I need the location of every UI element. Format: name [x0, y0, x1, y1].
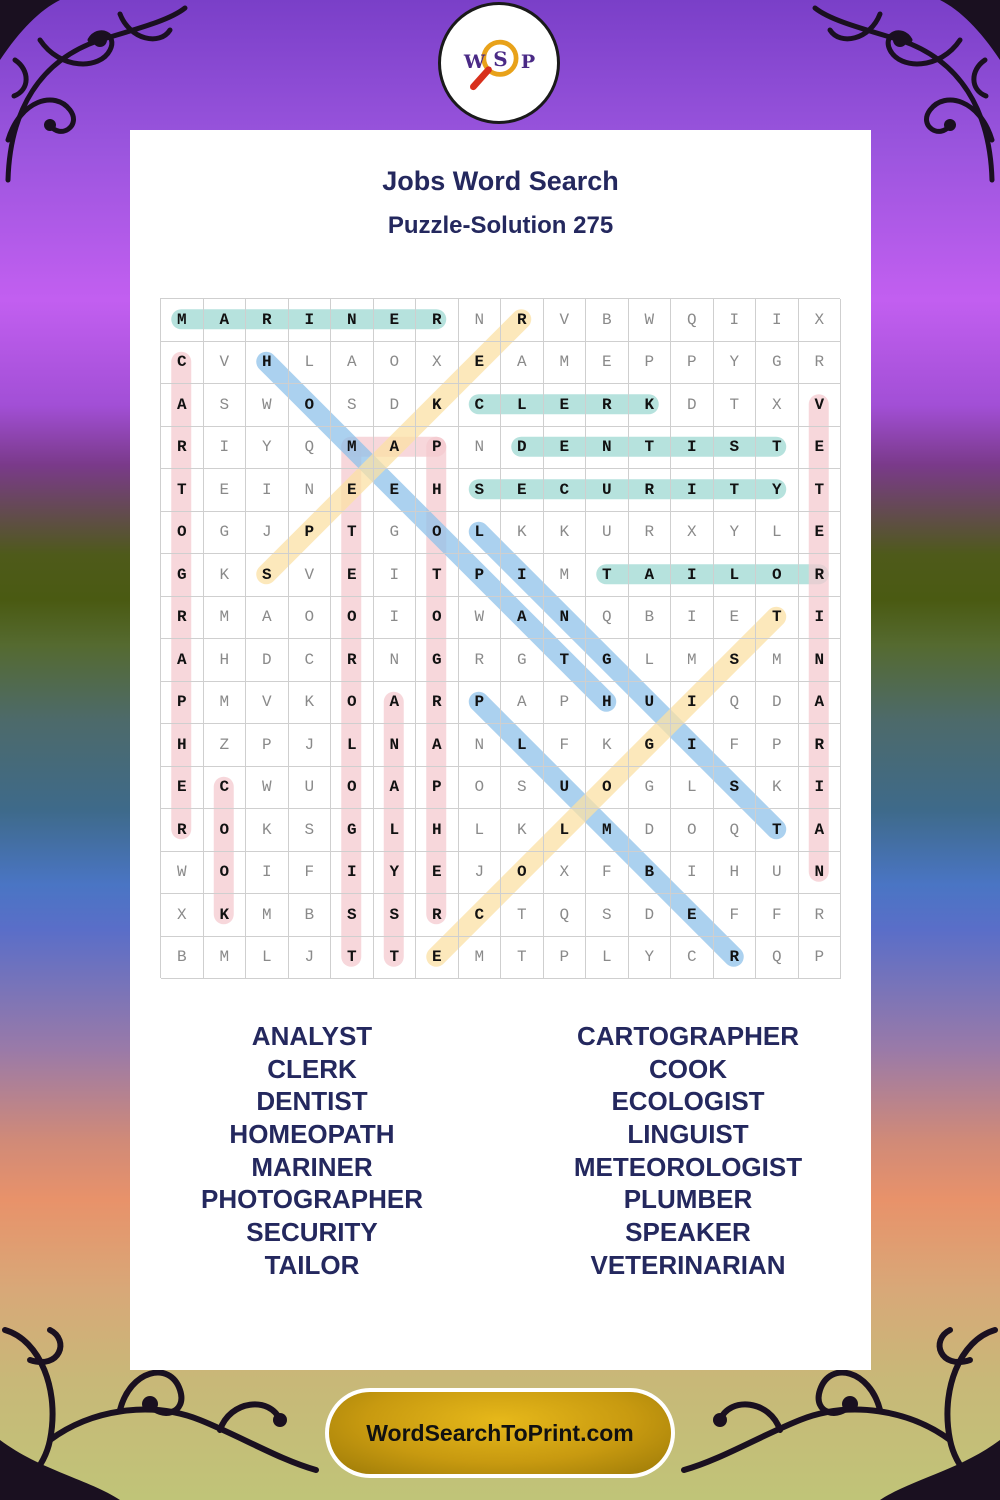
- grid-cell[interactable]: M: [459, 937, 502, 980]
- logo-letter-p: P: [520, 50, 536, 73]
- grid-cell[interactable]: V: [204, 342, 247, 385]
- grid-cell[interactable]: N: [459, 427, 502, 470]
- grid-cell[interactable]: J: [289, 937, 332, 980]
- grid-cell[interactable]: N: [331, 299, 374, 342]
- grid-cell[interactable]: L: [331, 724, 374, 767]
- grid-cell[interactable]: P: [246, 724, 289, 767]
- grid-cell[interactable]: A: [501, 597, 544, 640]
- grid-cell[interactable]: G: [501, 639, 544, 682]
- grid-cell[interactable]: S: [714, 639, 757, 682]
- grid-cell[interactable]: L: [671, 767, 714, 810]
- grid-cell[interactable]: U: [586, 469, 629, 512]
- word-list-item: METEOROLOGIST: [573, 1151, 803, 1182]
- grid-cell[interactable]: R: [799, 554, 842, 597]
- grid-cell[interactable]: P: [416, 767, 459, 810]
- grid-cell[interactable]: T: [416, 554, 459, 597]
- grid-cell[interactable]: R: [799, 894, 842, 937]
- grid-cell[interactable]: A: [501, 342, 544, 385]
- grid-cell[interactable]: R: [629, 512, 672, 555]
- grid-cell[interactable]: I: [501, 554, 544, 597]
- grid-cell[interactable]: R: [416, 894, 459, 937]
- grid-cell[interactable]: Y: [246, 427, 289, 470]
- grid-cell[interactable]: L: [246, 937, 289, 980]
- grid-cell[interactable]: D: [374, 384, 417, 427]
- grid-cell[interactable]: U: [544, 767, 587, 810]
- word-list-right: [538, 1020, 838, 1282]
- grid-cell[interactable]: I: [671, 724, 714, 767]
- grid-cell[interactable]: I: [671, 597, 714, 640]
- grid-cell[interactable]: X: [671, 512, 714, 555]
- grid-cell[interactable]: M: [204, 937, 247, 980]
- word-list-item: CARTOGRAPHER: [577, 1021, 799, 1051]
- grid-cell[interactable]: C: [459, 384, 502, 427]
- grid-cell[interactable]: R: [501, 299, 544, 342]
- puzzle-title: Jobs Word Search: [382, 166, 619, 196]
- grid-cell[interactable]: L: [501, 724, 544, 767]
- grid-cell[interactable]: B: [586, 299, 629, 342]
- puzzle-card: [130, 130, 871, 1370]
- grid-cell[interactable]: A: [161, 639, 204, 682]
- grid-cell[interactable]: U: [756, 852, 799, 895]
- grid-cell[interactable]: O: [289, 597, 332, 640]
- grid-cell[interactable]: B: [161, 937, 204, 980]
- grid-cell[interactable]: E: [459, 342, 502, 385]
- grid-cell[interactable]: L: [544, 809, 587, 852]
- grid-cell[interactable]: P: [416, 427, 459, 470]
- grid-cell[interactable]: A: [501, 682, 544, 725]
- grid-cell[interactable]: T: [331, 937, 374, 980]
- grid-cell[interactable]: M: [204, 597, 247, 640]
- grid-cell[interactable]: L: [714, 554, 757, 597]
- grid-cell[interactable]: M: [756, 639, 799, 682]
- grid-cell[interactable]: Q: [714, 682, 757, 725]
- grid-cell[interactable]: L: [501, 384, 544, 427]
- grid-cell[interactable]: P: [629, 342, 672, 385]
- grid-cell[interactable]: D: [629, 894, 672, 937]
- grid-cell[interactable]: O: [416, 512, 459, 555]
- grid-cell[interactable]: O: [459, 767, 502, 810]
- grid-cell[interactable]: A: [799, 682, 842, 725]
- grid-cell[interactable]: V: [246, 682, 289, 725]
- grid-cell[interactable]: E: [374, 299, 417, 342]
- grid-cell[interactable]: A: [331, 342, 374, 385]
- grid-cell[interactable]: K: [756, 767, 799, 810]
- grid-cell[interactable]: T: [161, 469, 204, 512]
- grid-cell[interactable]: Q: [714, 809, 757, 852]
- grid-cell[interactable]: A: [374, 767, 417, 810]
- grid-cell[interactable]: P: [756, 724, 799, 767]
- grid-cell[interactable]: P: [671, 342, 714, 385]
- grid-cell[interactable]: M: [671, 639, 714, 682]
- grid-cell[interactable]: X: [544, 852, 587, 895]
- word-list-item: ANALYST: [251, 1021, 373, 1051]
- grid-cell[interactable]: G: [161, 554, 204, 597]
- grid-cell[interactable]: G: [331, 809, 374, 852]
- grid-cell[interactable]: M: [586, 809, 629, 852]
- grid-cell[interactable]: I: [799, 767, 842, 810]
- grid-cell[interactable]: P: [799, 937, 842, 980]
- word-list-item: LINGUIST: [627, 1119, 749, 1150]
- grid-cell[interactable]: E: [374, 469, 417, 512]
- grid-cell[interactable]: R: [799, 724, 842, 767]
- grid-cell[interactable]: N: [289, 469, 332, 512]
- grid-cell[interactable]: T: [374, 937, 417, 980]
- grid-cell[interactable]: D: [629, 809, 672, 852]
- grid-cell[interactable]: W: [246, 767, 289, 810]
- grid-cell[interactable]: K: [204, 554, 247, 597]
- grid-cell[interactable]: H: [416, 469, 459, 512]
- grid-cell[interactable]: D: [671, 384, 714, 427]
- grid-cell[interactable]: O: [586, 767, 629, 810]
- grid-cell[interactable]: A: [374, 427, 417, 470]
- grid-cell[interactable]: Y: [714, 512, 757, 555]
- grid-cell[interactable]: E: [161, 767, 204, 810]
- grid-cell[interactable]: R: [416, 682, 459, 725]
- grid-cell[interactable]: T: [501, 937, 544, 980]
- word-list-item: PHOTOGRAPHER: [201, 1184, 423, 1215]
- logo-letter-s: S: [493, 46, 508, 71]
- grid-cell[interactable]: H: [586, 682, 629, 725]
- grid-cell[interactable]: A: [204, 299, 247, 342]
- grid-cell[interactable]: Z: [204, 724, 247, 767]
- grid-cell[interactable]: L: [459, 809, 502, 852]
- word-list-item: SECURITY: [246, 1217, 378, 1248]
- grid-cell[interactable]: K: [289, 682, 332, 725]
- grid-cell[interactable]: P: [459, 554, 502, 597]
- grid-cell[interactable]: M: [204, 682, 247, 725]
- grid-cell[interactable]: H: [714, 852, 757, 895]
- grid-cell[interactable]: W: [459, 597, 502, 640]
- grid-cell[interactable]: B: [629, 597, 672, 640]
- word-list-left: [162, 1020, 462, 1282]
- grid-cell[interactable]: K: [501, 809, 544, 852]
- grid-cell[interactable]: I: [204, 427, 247, 470]
- grid-cell[interactable]: I: [714, 299, 757, 342]
- grid-cell[interactable]: H: [161, 724, 204, 767]
- grid-cell[interactable]: N: [459, 724, 502, 767]
- grid-cell[interactable]: F: [714, 724, 757, 767]
- grid-cell[interactable]: I: [756, 299, 799, 342]
- site-link-label: WordSearchToPrint.com: [329, 1392, 671, 1474]
- word-list-item: DENTIST: [256, 1086, 368, 1117]
- site-link-button[interactable]: [325, 1388, 675, 1478]
- grid-cell[interactable]: P: [459, 682, 502, 725]
- grid-cell[interactable]: L: [756, 512, 799, 555]
- grid-cell[interactable]: F: [714, 894, 757, 937]
- grid-cell[interactable]: F: [544, 724, 587, 767]
- grid-cell[interactable]: K: [586, 724, 629, 767]
- grid-cell[interactable]: B: [289, 894, 332, 937]
- grid-cell[interactable]: J: [459, 852, 502, 895]
- grid-cell[interactable]: N: [799, 852, 842, 895]
- puzzle-subtitle: Puzzle-Solution 275: [387, 212, 614, 239]
- grid-cell[interactable]: S: [331, 894, 374, 937]
- word-list-item: HOMEOPATH: [229, 1119, 395, 1150]
- grid-cell[interactable]: R: [586, 384, 629, 427]
- grid-cell[interactable]: O: [204, 809, 247, 852]
- grid-cell[interactable]: P: [161, 682, 204, 725]
- grid-cell[interactable]: X: [756, 384, 799, 427]
- magnifier-logo-icon: [441, 5, 557, 121]
- grid-cell[interactable]: R: [459, 639, 502, 682]
- grid-cell[interactable]: T: [586, 554, 629, 597]
- grid-cell[interactable]: T: [544, 639, 587, 682]
- grid-cell[interactable]: N: [459, 299, 502, 342]
- grid-cell[interactable]: T: [714, 384, 757, 427]
- grid-cell[interactable]: T: [501, 894, 544, 937]
- grid-cell[interactable]: G: [629, 767, 672, 810]
- grid-cell[interactable]: U: [586, 512, 629, 555]
- grid-cell[interactable]: O: [289, 384, 332, 427]
- grid-cell[interactable]: F: [756, 894, 799, 937]
- letter-grid: [160, 298, 840, 978]
- grid-cell[interactable]: R: [246, 299, 289, 342]
- grid-cell[interactable]: Y: [756, 469, 799, 512]
- grid-cell[interactable]: V: [544, 299, 587, 342]
- grid-cell[interactable]: N: [374, 724, 417, 767]
- grid-cell[interactable]: R: [629, 469, 672, 512]
- grid-cell[interactable]: T: [756, 809, 799, 852]
- word-list-item: MARINER: [251, 1151, 373, 1182]
- grid-cell[interactable]: G: [204, 512, 247, 555]
- grid-cell[interactable]: O: [756, 554, 799, 597]
- grid-cell[interactable]: T: [799, 469, 842, 512]
- grid-cell[interactable]: M: [246, 894, 289, 937]
- grid-cell[interactable]: H: [416, 809, 459, 852]
- grid-cell[interactable]: W: [161, 852, 204, 895]
- grid-cell[interactable]: S: [501, 767, 544, 810]
- grid-cell[interactable]: H: [246, 342, 289, 385]
- grid-cell[interactable]: A: [246, 597, 289, 640]
- grid-cell[interactable]: E: [331, 554, 374, 597]
- grid-cell[interactable]: M: [544, 554, 587, 597]
- grid-cell[interactable]: I: [671, 469, 714, 512]
- grid-cell[interactable]: F: [289, 852, 332, 895]
- grid-cell[interactable]: O: [501, 852, 544, 895]
- grid-cell[interactable]: K: [204, 894, 247, 937]
- grid-cell[interactable]: Q: [586, 597, 629, 640]
- grid-cell[interactable]: Q: [544, 894, 587, 937]
- grid-cell[interactable]: O: [671, 809, 714, 852]
- grid-cell[interactable]: E: [204, 469, 247, 512]
- grid-cell[interactable]: F: [586, 852, 629, 895]
- grid-cell[interactable]: P: [289, 512, 332, 555]
- grid-cell[interactable]: D: [246, 639, 289, 682]
- grid-cell[interactable]: O: [161, 512, 204, 555]
- grid-cell[interactable]: O: [331, 597, 374, 640]
- grid-cell[interactable]: E: [714, 597, 757, 640]
- grid-cell[interactable]: S: [714, 427, 757, 470]
- grid-cell[interactable]: T: [714, 469, 757, 512]
- grid-cell[interactable]: S: [586, 894, 629, 937]
- grid-cell[interactable]: Y: [714, 342, 757, 385]
- grid-cell[interactable]: R: [161, 427, 204, 470]
- grid-cell[interactable]: K: [246, 809, 289, 852]
- wsp-logo[interactable]: [438, 2, 560, 124]
- logo-letter-w: W: [463, 50, 486, 73]
- grid-cell[interactable]: C: [459, 894, 502, 937]
- grid-cell[interactable]: M: [331, 427, 374, 470]
- grid-cell[interactable]: S: [459, 469, 502, 512]
- grid-cell[interactable]: O: [331, 767, 374, 810]
- grid-cell[interactable]: O: [416, 597, 459, 640]
- grid-cell[interactable]: X: [161, 894, 204, 937]
- word-list-item: ECOLOGIST: [611, 1086, 765, 1117]
- grid-cell[interactable]: H: [204, 639, 247, 682]
- grid-cell[interactable]: W: [629, 299, 672, 342]
- grid-cell[interactable]: C: [671, 937, 714, 980]
- grid-cell[interactable]: E: [586, 342, 629, 385]
- grid-cell[interactable]: Q: [289, 427, 332, 470]
- grid-cell[interactable]: G: [629, 724, 672, 767]
- grid-cell[interactable]: P: [544, 937, 587, 980]
- grid-cell[interactable]: R: [714, 937, 757, 980]
- grid-cell[interactable]: L: [459, 512, 502, 555]
- grid-cell[interactable]: U: [289, 767, 332, 810]
- grid-cell[interactable]: Q: [756, 937, 799, 980]
- grid-cell[interactable]: K: [501, 512, 544, 555]
- grid-cell[interactable]: K: [629, 384, 672, 427]
- grid-cell[interactable]: M: [544, 342, 587, 385]
- grid-cell[interactable]: S: [714, 767, 757, 810]
- word-list-item: SPEAKER: [625, 1217, 751, 1248]
- grid-cell[interactable]: I: [374, 597, 417, 640]
- grid-cell[interactable]: R: [331, 639, 374, 682]
- grid-cell[interactable]: G: [756, 342, 799, 385]
- grid-cell[interactable]: E: [501, 469, 544, 512]
- grid-cell[interactable]: S: [289, 809, 332, 852]
- grid-cell[interactable]: I: [289, 299, 332, 342]
- grid-cell[interactable]: U: [629, 682, 672, 725]
- grid-cell[interactable]: I: [671, 554, 714, 597]
- grid-cell[interactable]: A: [374, 682, 417, 725]
- grid-cell[interactable]: N: [586, 427, 629, 470]
- grid-cell[interactable]: S: [331, 384, 374, 427]
- grid-cell[interactable]: E: [416, 852, 459, 895]
- grid-cell[interactable]: J: [289, 724, 332, 767]
- grid-cell[interactable]: D: [756, 682, 799, 725]
- grid-cell[interactable]: O: [374, 342, 417, 385]
- grid-cell[interactable]: I: [671, 682, 714, 725]
- grid-cell[interactable]: G: [416, 639, 459, 682]
- grid-cell[interactable]: E: [799, 512, 842, 555]
- grid-cell[interactable]: J: [246, 512, 289, 555]
- grid-cell[interactable]: I: [374, 554, 417, 597]
- grid-cell[interactable]: Y: [629, 937, 672, 980]
- grid-cell[interactable]: T: [756, 597, 799, 640]
- grid-cell[interactable]: I: [246, 852, 289, 895]
- word-list-item: VETERINARIAN: [590, 1249, 786, 1280]
- grid-cell[interactable]: I: [799, 597, 842, 640]
- grid-cell[interactable]: N: [374, 639, 417, 682]
- grid-cell[interactable]: M: [161, 299, 204, 342]
- grid-cell[interactable]: A: [629, 554, 672, 597]
- grid-cell[interactable]: K: [416, 384, 459, 427]
- word-list-item: CLERK: [267, 1053, 357, 1084]
- word-list-item: TAILOR: [264, 1249, 360, 1280]
- grid-cell[interactable]: A: [416, 724, 459, 767]
- grid-cell[interactable]: D: [501, 427, 544, 470]
- word-list-item: COOK: [649, 1053, 727, 1084]
- grid-cell[interactable]: P: [544, 682, 587, 725]
- grid-cell[interactable]: I: [331, 852, 374, 895]
- grid-cell[interactable]: C: [544, 469, 587, 512]
- grid-cell[interactable]: A: [799, 809, 842, 852]
- grid-cell[interactable]: T: [629, 427, 672, 470]
- grid-cell[interactable]: N: [544, 597, 587, 640]
- grid-cell[interactable]: K: [544, 512, 587, 555]
- word-search-grid-area: [160, 298, 840, 978]
- grid-cell[interactable]: E: [544, 384, 587, 427]
- grid-cell[interactable]: E: [416, 937, 459, 980]
- grid-cell[interactable]: A: [161, 384, 204, 427]
- grid-cell[interactable]: Q: [671, 299, 714, 342]
- grid-cell[interactable]: W: [246, 384, 289, 427]
- grid-cell[interactable]: S: [246, 554, 289, 597]
- grid-cell[interactable]: E: [799, 427, 842, 470]
- word-list-item: PLUMBER: [623, 1184, 753, 1215]
- grid-cell[interactable]: C: [289, 639, 332, 682]
- grid-cell[interactable]: B: [629, 852, 672, 895]
- grid-cell[interactable]: R: [161, 809, 204, 852]
- grid-cell[interactable]: I: [671, 427, 714, 470]
- grid-cell[interactable]: G: [586, 639, 629, 682]
- grid-cell[interactable]: R: [416, 299, 459, 342]
- grid-cell[interactable]: T: [331, 512, 374, 555]
- grid-cell[interactable]: L: [374, 809, 417, 852]
- grid-cell[interactable]: R: [161, 597, 204, 640]
- grid-cell[interactable]: O: [331, 682, 374, 725]
- grid-cell[interactable]: I: [246, 469, 289, 512]
- grid-cell[interactable]: L: [586, 937, 629, 980]
- grid-cell[interactable]: X: [416, 342, 459, 385]
- grid-cell[interactable]: V: [289, 554, 332, 597]
- grid-cell[interactable]: V: [799, 384, 842, 427]
- grid-cell[interactable]: E: [671, 894, 714, 937]
- grid-cell[interactable]: L: [629, 639, 672, 682]
- grid-cell[interactable]: R: [799, 342, 842, 385]
- grid-cell[interactable]: L: [289, 342, 332, 385]
- grid-cell[interactable]: T: [756, 427, 799, 470]
- grid-cell[interactable]: S: [204, 384, 247, 427]
- grid-cell[interactable]: G: [374, 512, 417, 555]
- grid-cell[interactable]: E: [331, 469, 374, 512]
- grid-cell[interactable]: X: [799, 299, 842, 342]
- grid-cell[interactable]: O: [204, 852, 247, 895]
- grid-cell[interactable]: I: [671, 852, 714, 895]
- grid-cell[interactable]: E: [544, 427, 587, 470]
- grid-cell[interactable]: C: [204, 767, 247, 810]
- grid-cell[interactable]: Y: [374, 852, 417, 895]
- grid-cell[interactable]: C: [161, 342, 204, 385]
- grid-cell[interactable]: S: [374, 894, 417, 937]
- grid-cell[interactable]: N: [799, 639, 842, 682]
